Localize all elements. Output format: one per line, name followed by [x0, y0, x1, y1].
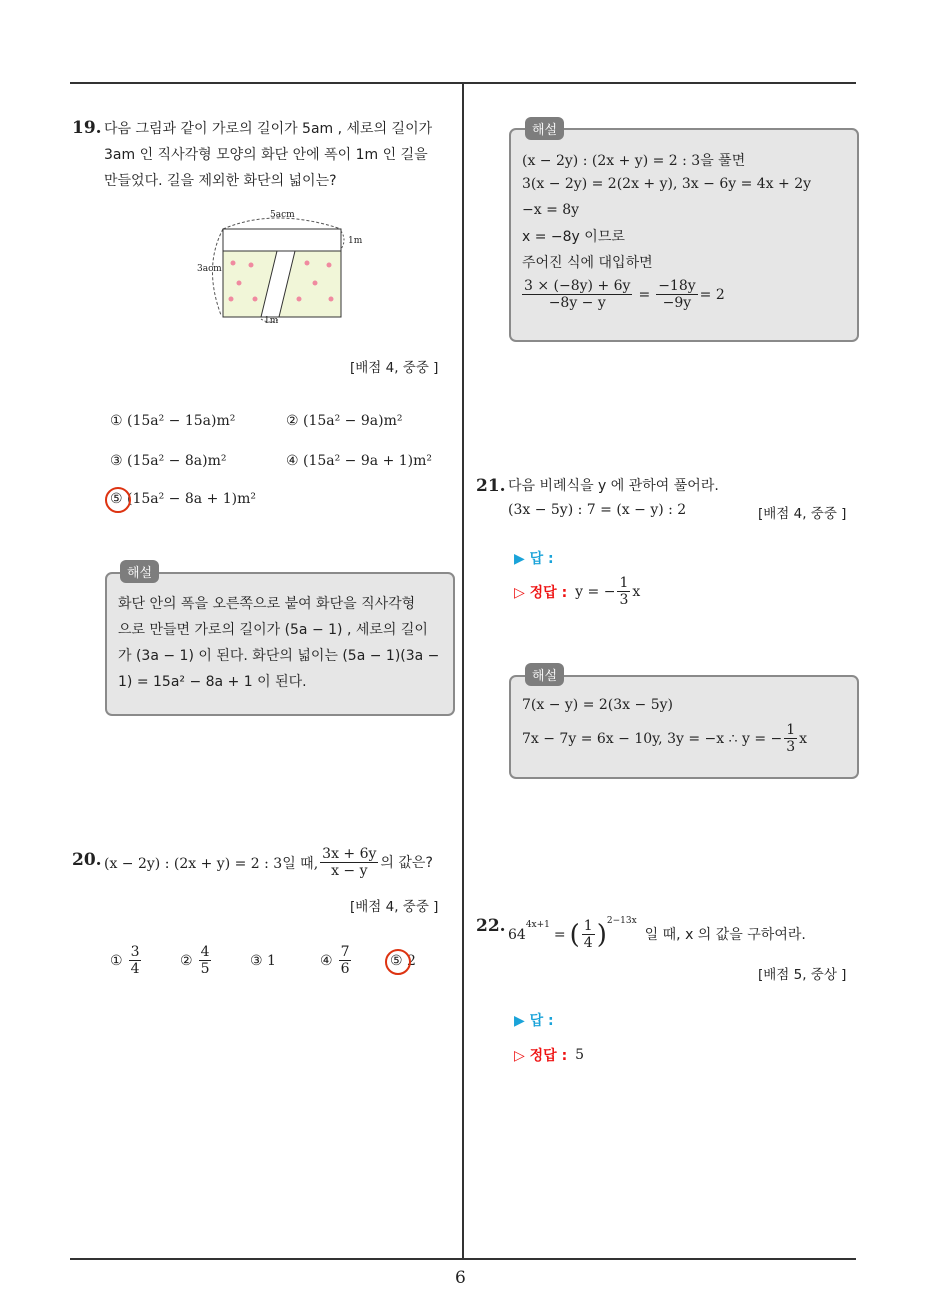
q21-correct-frac	[617, 575, 630, 608]
num: −18y	[658, 278, 696, 294]
q20-frac-den: x − y	[331, 863, 368, 879]
q21-explanation-line2	[522, 722, 807, 755]
page-number: 6	[455, 1268, 466, 1288]
q22-rparen: )	[596, 919, 607, 950]
q19-text-line2: 3am 인 직사각형 모양의 화단 안에 폭이 1m 인 길을	[104, 147, 428, 163]
den: 6	[340, 961, 350, 977]
q19-figure-bottom-label: 1m	[264, 316, 279, 326]
den: 4	[583, 935, 593, 951]
num: 4	[200, 944, 210, 960]
q22-equals: =	[553, 926, 566, 943]
q20-choice-5-mark: ⑤	[390, 953, 403, 969]
q21-text: 다음 비례식을 y 에 관하여 풀어라.	[508, 478, 719, 494]
q20-explanation-line3: −x = 8y	[522, 202, 580, 218]
q20-text-post: 의 값은?	[380, 854, 433, 871]
q20-choice-3-mark: ③	[250, 953, 263, 969]
q20-explanation-result: $\frac{3 \times (-8y) + 6y}{-8y - y}$ = $\frac{-18y}{-9y}$ = 2	[524, 278, 725, 311]
q19-explanation-line4: 1) = 15a² − 8a + 1 이 된다.	[118, 674, 307, 690]
q19-grade: [배점 4, 중중 ]	[350, 360, 439, 376]
q19-choice-3[interactable]: ③ (15a² − 8a)m²	[110, 453, 227, 469]
den: 3	[619, 592, 629, 608]
num: 3	[130, 944, 140, 960]
q20-correct-mark-circle	[385, 949, 411, 975]
q22-frac	[582, 918, 595, 951]
q22-correct-label: ▷ 정답 :	[514, 1048, 568, 1064]
q19-text-line1: 다음 그림과 같이 가로의 길이가 5am , 세로의 길이가	[104, 121, 433, 137]
q21-correct-label: ▷ 정답 :	[514, 584, 568, 601]
q22-equation	[508, 918, 806, 951]
q22-exponent2: 2−13x	[606, 916, 637, 926]
q20-explanation-result-value: = 2	[699, 286, 725, 303]
q19-number: 19.	[72, 118, 102, 138]
q19-text-line3: 만들었다. 길을 제외한 화단의 넓이는?	[104, 173, 337, 189]
q19-figure-left-label: 3acm	[197, 264, 222, 274]
q19-explanation-line1: 화단 안의 폭을 오른쪽으로 붙여 화단을 직사각형	[118, 596, 416, 612]
q20-explanation-line4: x = −8y 이므로	[522, 229, 625, 245]
q20-choice-4-frac	[339, 944, 352, 977]
num: 1	[583, 918, 593, 934]
q22-number: 22.	[476, 916, 506, 936]
num: 1	[786, 722, 796, 738]
q22-text: 일 때, x 의 값을 구하여라.	[644, 926, 806, 943]
num: 1	[619, 575, 629, 591]
q22-exponent: 4x+1	[525, 920, 550, 930]
q21-number: 21.	[476, 476, 506, 496]
q19-choice-1[interactable]: ① (15a² − 15a)m²	[110, 413, 236, 429]
q19-choice-5[interactable]: ⑤ (15a² − 8a + 1)m²	[110, 491, 257, 507]
q19-explanation-line2: 으로 만들면 가로의 길이가 (5a − 1) , 세로의 길이	[118, 622, 428, 638]
q20-choice-3[interactable]	[250, 953, 276, 969]
q20-explanation-frac2	[656, 278, 697, 311]
q22-lparen: (	[569, 919, 580, 950]
q19-explanation-line3: 가 (3a − 1) 이 된다. 화단의 넓이는 (5a − 1)(3a −	[118, 648, 440, 664]
bottom-rule	[70, 1258, 856, 1260]
q19-garden-figure	[195, 207, 375, 332]
den: −9y	[662, 295, 692, 311]
q20-choice-1-frac	[129, 944, 142, 977]
den: 3	[786, 739, 796, 755]
q20-explanation-line5: 주어진 식에 대입하면	[522, 255, 653, 271]
q20-question	[104, 846, 433, 879]
q20-explanation-line2: 3(x − 2y) = 2(2x + y), 3x − 6y = 4x + 2y	[522, 176, 812, 192]
q22-grade: [배점 5, 중상 ]	[758, 967, 847, 983]
q20-choice-2-mark: ②	[180, 952, 193, 969]
q19-choice-2[interactable]: ② (15a² − 9a)m²	[286, 413, 403, 429]
q21-equation: (3x − 5y) : 7 = (x − y) : 2	[508, 502, 687, 518]
q21-explanation-frac	[784, 722, 797, 755]
num: 3 × (−8y) + 6y	[524, 278, 631, 294]
q22-base: 64	[508, 926, 526, 943]
q20-choice-2[interactable]	[180, 944, 213, 977]
q20-choice-4[interactable]	[320, 944, 353, 977]
q21-explanation-line1: 7(x − y) = 2(3x − 5y)	[522, 697, 673, 713]
q21-correct-pre: y = −	[575, 583, 616, 600]
q20-choice-2-frac	[199, 944, 212, 977]
q20-grade: [배점 4, 중중 ]	[350, 899, 439, 915]
q21-explanation-line2-text: 7x − 7y = 6x − 10y, 3y = −x ∴ y = −	[522, 730, 783, 747]
q20-explanation-line1: (x − 2y) : (2x + y) = 2 : 3을 풀면	[522, 153, 746, 169]
q20-explanation-frac1	[522, 278, 632, 311]
den: 4	[130, 961, 140, 977]
q19-figure-top-label: 5acm	[270, 210, 295, 220]
q20-frac-num: 3x + 6y	[322, 846, 377, 862]
column-divider	[462, 84, 464, 1260]
q19-figure-right-label: 1m	[348, 236, 363, 246]
q21-explanation-tag: 해설	[525, 663, 564, 686]
q21-grade: [배점 4, 중중 ]	[758, 506, 847, 522]
q21-answer-label: ▶ 답 :	[514, 551, 554, 567]
q21-correct-post: x	[632, 583, 641, 600]
q20-choice-4-mark: ④	[320, 952, 333, 969]
den: 5	[200, 961, 210, 977]
q21-correct-answer	[514, 575, 640, 608]
q21-explanation-post: x	[799, 730, 808, 747]
q20-choice-1-mark: ①	[110, 952, 123, 969]
q20-choice-5-value: 2	[407, 953, 416, 969]
num: 7	[340, 944, 350, 960]
q20-choice-1[interactable]	[110, 944, 143, 977]
q19-explanation-tag: 해설	[120, 560, 159, 583]
den: −8y − y	[548, 295, 606, 311]
q22-correct-answer	[514, 1045, 584, 1065]
q22-answer-label: ▶ 답 :	[514, 1013, 554, 1029]
q19-correct-mark-circle	[105, 487, 131, 513]
q19-choice-4[interactable]: ④ (15a² − 9a + 1)m²	[286, 453, 433, 469]
q20-text-pre: (x − 2y) : (2x + y) = 2 : 3일 때,	[104, 855, 319, 872]
q20-fraction	[320, 846, 378, 879]
q20-explanation-tag: 해설	[525, 117, 564, 140]
q22-correct-value: 5	[575, 1047, 585, 1063]
q20-choice-3-value: 1	[267, 953, 276, 969]
q20-number: 20.	[72, 850, 102, 870]
